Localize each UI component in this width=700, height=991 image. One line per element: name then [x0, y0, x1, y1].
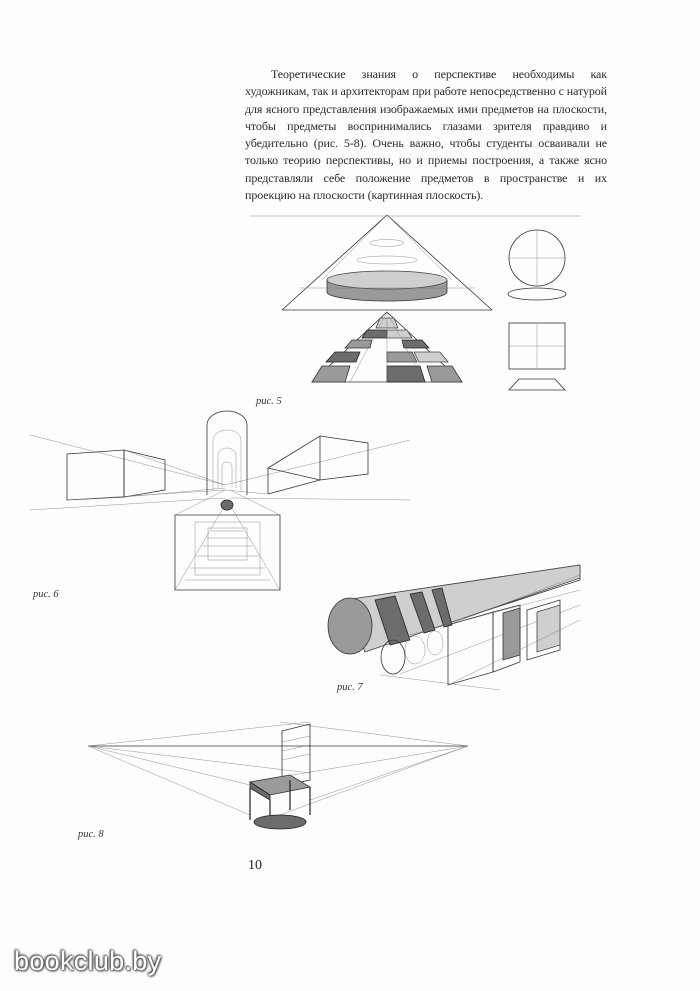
- figure-6-caption: рис. 6: [33, 589, 59, 600]
- figure-5-caption: рис. 5: [256, 396, 282, 407]
- body-paragraph: Теоретические знания о перспективе необходимы как художникам, так и архитекторам при работе непосредственно с натурой для ясного представления изображаемых ими предметов на плоскости, чтобы предметы воспринимались глазами зрителя правдиво и убедительно (рис. 5-8). Очень важно, чтобы студенты осваивали не только теорию перспективы, но и приемы построения, а также ясно представляли себе положение предметов в пространстве и их проекцию на плоскости (картинная плоскость).: [245, 67, 607, 203]
- page-number: 10: [248, 858, 262, 873]
- site-watermark: bookclub.by: [14, 946, 162, 976]
- figure-8-caption: рис. 8: [78, 829, 104, 840]
- figure-7-caption: рис. 7: [337, 682, 363, 693]
